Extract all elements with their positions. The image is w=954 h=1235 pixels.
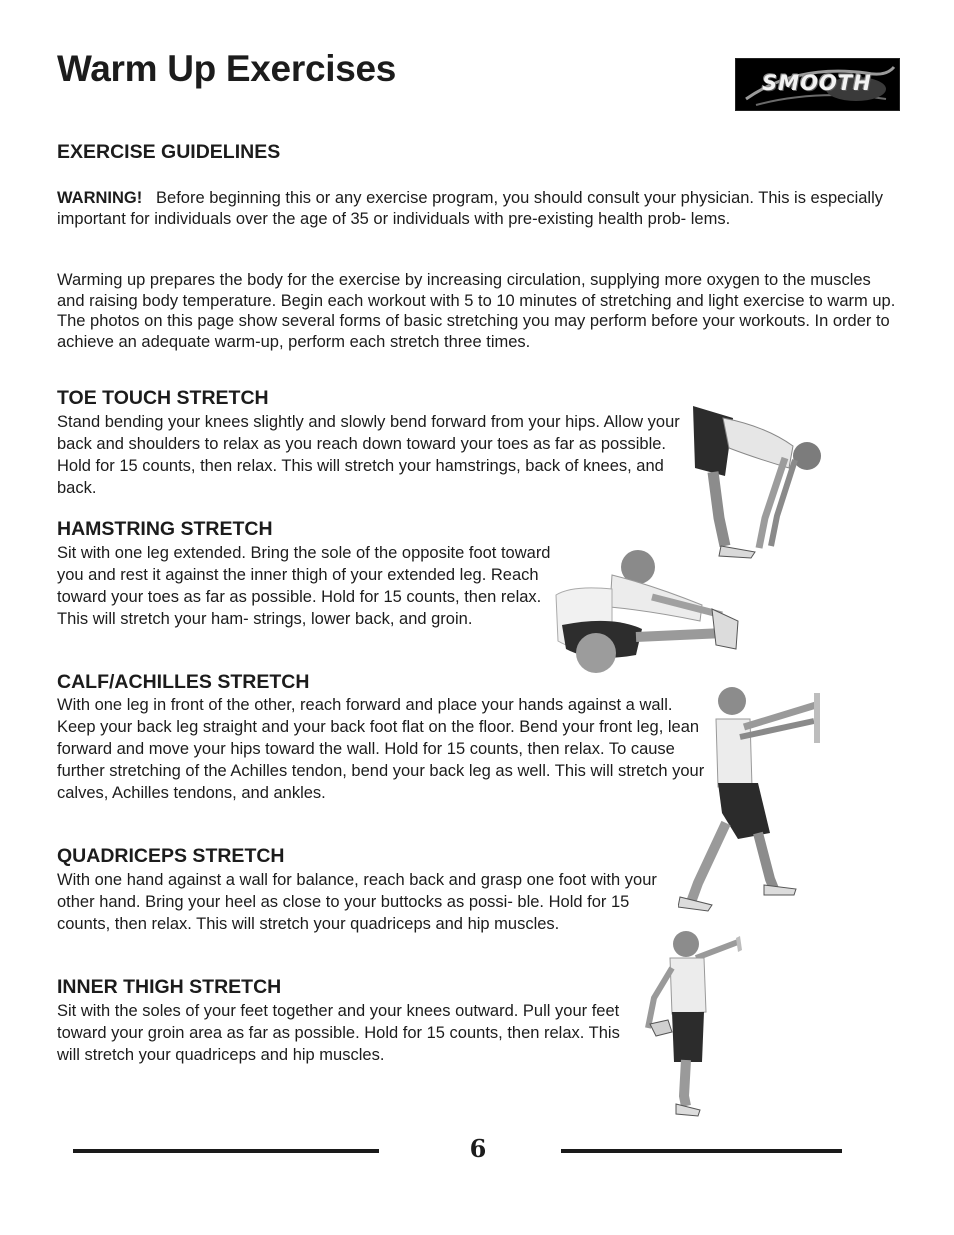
- toe-touch-figure-icon: [685, 398, 825, 563]
- logo-text: SMOOTH: [762, 71, 872, 95]
- page-number: 6: [469, 1134, 487, 1163]
- hamstring-text: Sit with one leg extended. Bring the sole of the opposite foot toward you and rest it against the inner thigh of your extended leg. Reach toward your toes as far as possible. Hold for 15 counts, then relax. This will stretch your ham- strings, lower back, and groin.: [57, 544, 551, 628]
- inner-thigh-text: Sit with the soles of your feet together and your knees outward. Pull your feet toward your groin area as far as possible. Hold for 15 counts, then relax. This will stretch your quadriceps and hip muscles.: [57, 1002, 620, 1064]
- calf-achilles-text: With one leg in front of the other, reach forward and place your hands against a wall. Keep your back leg straight and your back foot flat on the floor. Bend your front leg, lean forward and move your hips toward the wall. Hold for 15 counts, then relax. To cause further stretching of the Achilles tendon, bend your back leg as well. This will stretch your calves, Achilles tendons, and ankles.: [57, 696, 705, 802]
- toe-touch-text: Stand bending your knees slightly and slowly bend forward from your hips. Allow your back and shoulders to relax as you reach down toward your toes as far as possible. Hold for 15 counts, then relax. This will stretch your hamstrings, back of knees, and back.: [57, 413, 680, 497]
- guidelines-heading: EXERCISE GUIDELINES: [57, 141, 281, 163]
- hamstring-heading: HAMSTRING STRETCH: [57, 518, 273, 540]
- brand-logo: [735, 58, 900, 111]
- warning-text: Before beginning this or any exercise program, you should consult your physician. This is especially important for individuals over the age of 35 or individuals with pre-existing health prob- lems.: [57, 189, 884, 228]
- warning-label: WARNING!: [57, 189, 143, 207]
- quadriceps-heading: QUADRICEPS STRETCH: [57, 845, 285, 867]
- toe-touch-heading: TOE TOUCH STRETCH: [57, 387, 269, 409]
- quadriceps-text: With one hand against a wall for balance, reach back and grasp one foot with your other hand. Bring your heel as close to your buttocks as possi- ble. Hold for 15 counts, then relax. This will stretch your quadriceps and hip muscles.: [57, 871, 657, 933]
- inner-thigh-heading: INNER THIGH STRETCH: [57, 976, 282, 998]
- seated-hamstring-figure-icon: [552, 545, 744, 675]
- warning-paragraph: [57, 188, 899, 229]
- calf-achilles-heading: CALF/ACHILLES STRETCH: [57, 671, 310, 693]
- calf-wall-figure-icon: [678, 683, 828, 915]
- footer-rule-right: [561, 1149, 842, 1153]
- page-title: Warm Up Exercises: [57, 48, 397, 89]
- intro-paragraph: Warming up prepares the body for the exercise by increasing circulation, supplying more oxygen to the muscles and raising body temperature. Begin each workout with 5 to 10 minutes of stretching and light exercise to warm up. The photos on this page show several forms of basic stretching you may perform before your workouts. In order to achieve an adequate warm-up, perform each stretch three times.: [57, 271, 896, 351]
- footer-rule-left: [73, 1149, 379, 1153]
- quad-stand-figure-icon: [640, 928, 750, 1120]
